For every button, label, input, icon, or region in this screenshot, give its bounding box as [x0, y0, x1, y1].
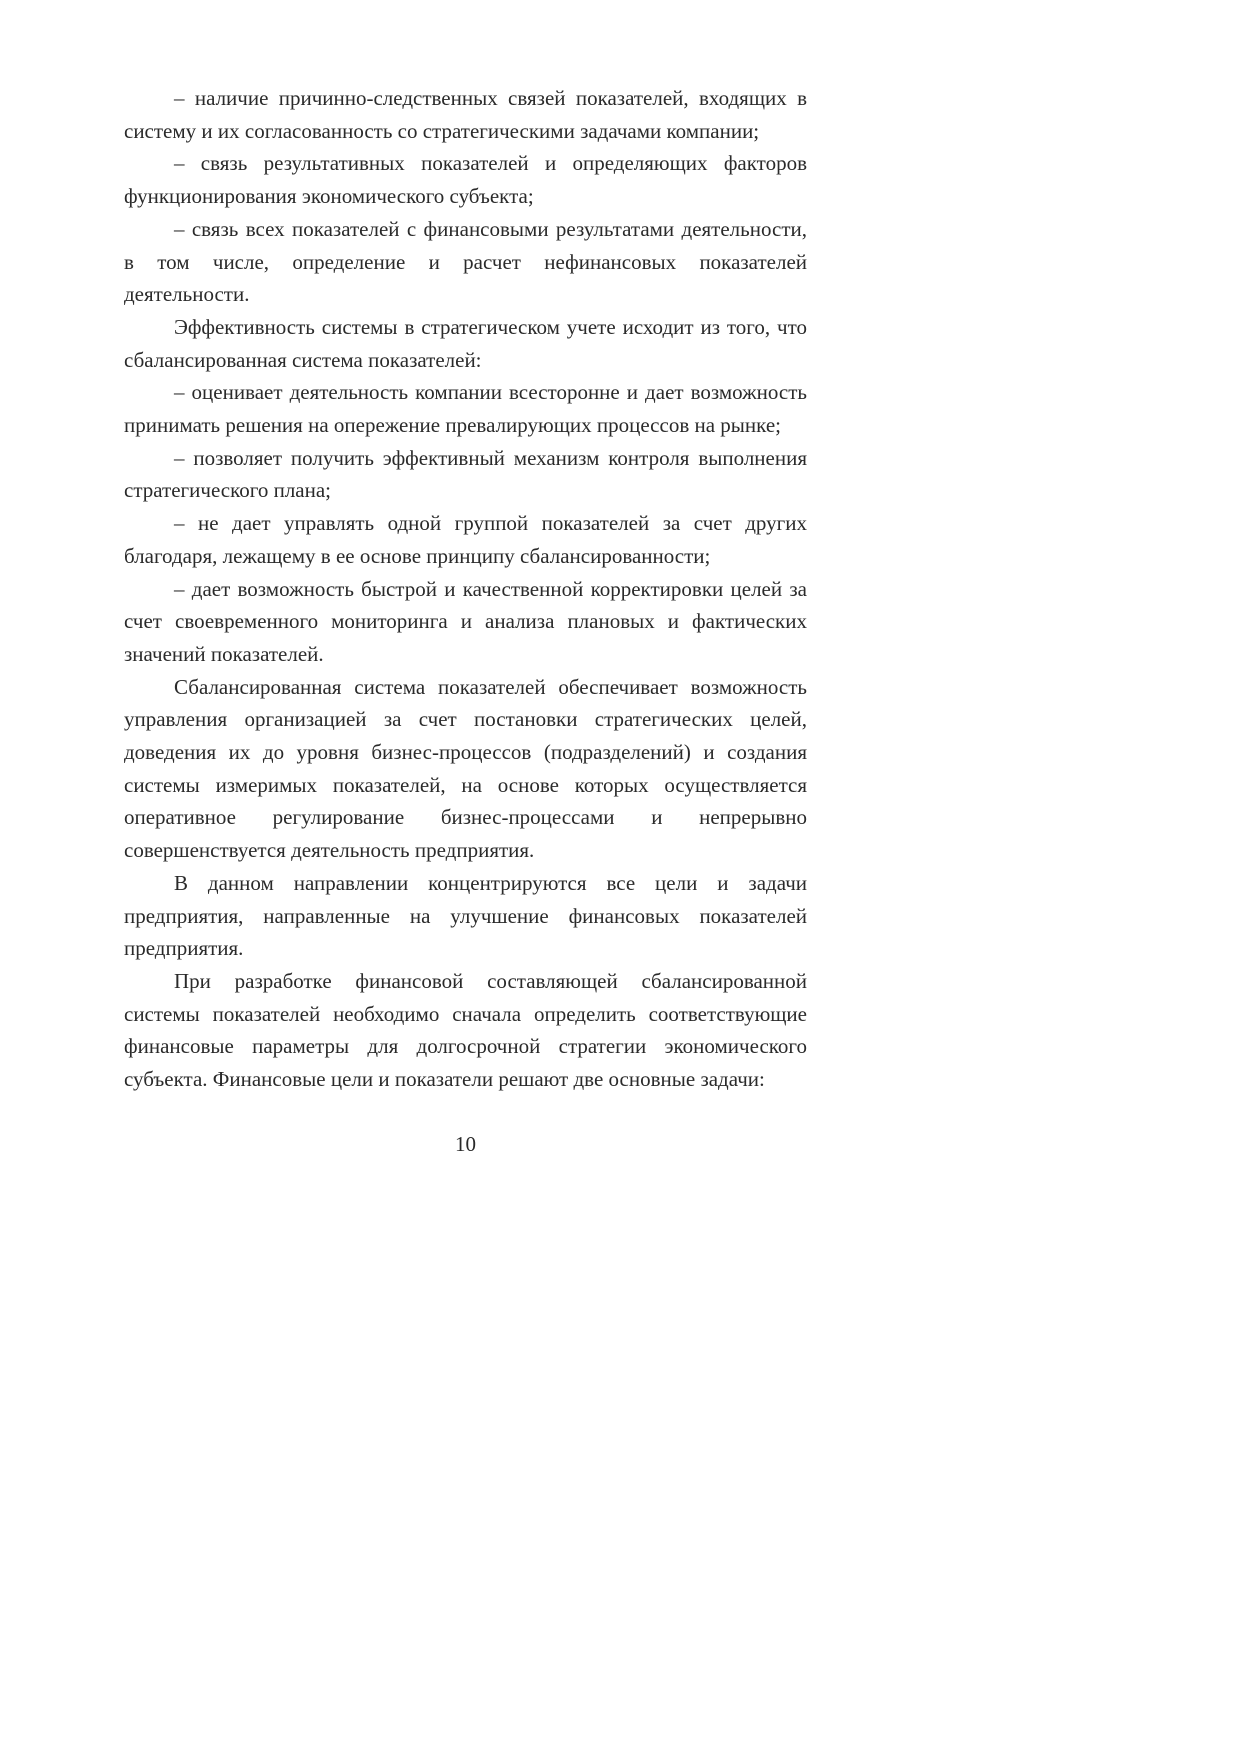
page-number: 10 — [455, 1132, 476, 1156]
body-text — [124, 82, 807, 1096]
paragraph-3: – связь всех показателей с финансовыми результатами деятельности, в том числе, определение и расчет нефинансовых показателей деятельности. — [124, 216, 807, 307]
paragraph-7: – не дает управлять одной группой показателей за счет других благодаря, лежащему в ее основе принципу сбалансированности; — [124, 511, 807, 568]
paragraph-5: – оценивает деятельность компании всесторонне и дает возможность принимать решения на опережение превалирующих процессов на рынке; — [124, 380, 807, 438]
paragraph-4: Эффективность системы в стратегическом учете исходит из того, что сбалансированная система показателей: — [124, 314, 807, 372]
paragraph-11: При разработке финансовой составляющей сбалансированной системы показателей необходимо сначала определить соответствующие финансовые параметры для долгосрочной стратегии экономического субъекта. Финансовые цели и показатели решают две основные задачи: — [124, 968, 807, 1092]
paragraph-6: – позволяет получить эффективный механизм контроля выполнения стратегического плана; — [124, 445, 807, 503]
paragraph-8: – дает возможность быстрой и качественной корректировки целей за счет своевременного мониторинга и анализа плановых и фактических значений показателей. — [124, 576, 807, 666]
paragraph-10: В данном направлении концентрируются все цели и задачи предприятия, направленные на улучшение финансовых показателей предприятия. — [124, 870, 807, 961]
paragraph-9: Сбалансированная система показателей обеспечивает возможность управления организацией за счет постановки стратегических целей, доведения их до уровня бизнес-процессов (подразделений) и создания системы измеримых показателей, на основе которых осуществляется оперативное регулирование бизнес-процессами и непрерывно совершенствуется деятельность предприятия. — [124, 674, 807, 863]
paragraph-1: – наличие причинно-следственных связей показателей, входящих в систему и их согласованность со стратегическими задачами компании; — [124, 86, 807, 143]
paragraph-2: – связь результативных показателей и определяющих факторов функционирования экономического субъекта; — [124, 151, 807, 209]
